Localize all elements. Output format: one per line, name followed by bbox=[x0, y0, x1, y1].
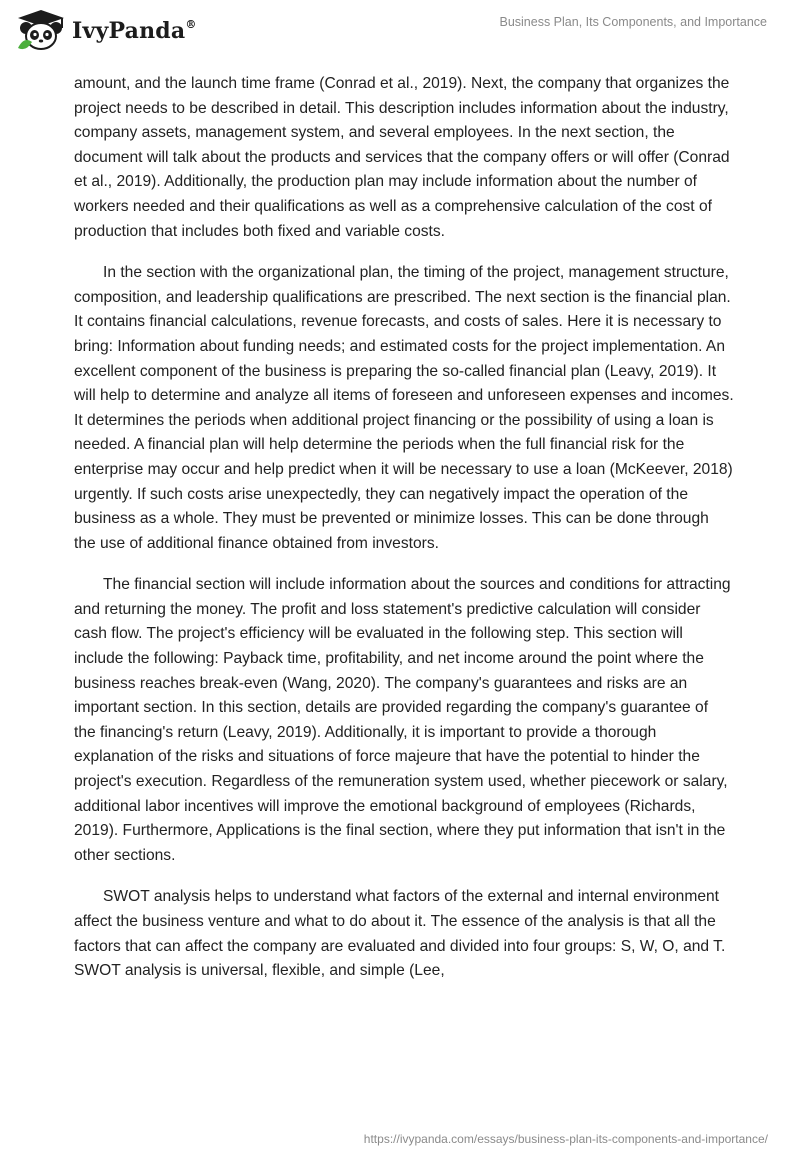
document-title: Business Plan, Its Components, and Importance bbox=[499, 15, 767, 29]
paragraph-organizational-plan: In the section with the organizational plan, the timing of the project, management structure, composition, and leadership qualifications are prescribed. The next section is the financial plan. It contains financial calculations, revenue forecasts, and costs of sales. Here it is necessary to bring: Information about funding needs; and estimated costs for the project implementation. An excellent component of the business is preparing the so-called financial plan (Leavy, 2019). It will help to determine and analyze all items of foreseen and unforeseen expenses and incomes. It determines the periods when additional project financing or the possibility of using a loan is needed. A financial plan will help determine the periods when the full financial risk for the enterprise may occur and help predict when it will be necessary to use a loan (McKeever, 2018) urgently. If such costs arise unexpectedly, they can negatively impact the operation of the business as a whole. They must be prevented or minimize losses. This can be done through the use of additional finance obtained from investors. bbox=[74, 264, 734, 552]
essay-body bbox=[74, 72, 734, 1001]
brand-name: IvyPanda® bbox=[72, 17, 197, 44]
source-url[interactable]: https://ivypanda.com/essays/business-plan-its-components-and-importance/ bbox=[363, 1132, 768, 1146]
panda-graduate-icon bbox=[14, 8, 68, 54]
ivypanda-logo[interactable] bbox=[14, 8, 197, 54]
paragraph-financial-section: The financial section will include information about the sources and conditions for attracting and returning the money. The profit and loss statement's predictive calculation will consider cash flow. The project's efficiency will be evaluated in the following step. This section will include the following: Payback time, profitability, and net income around the point where the business reaches break-even (Wang, 2020). The company's guarantees and risks are an important section. In this section, details are provided regarding the company's guarantee of the financing's return (Leavy, 2019). Additionally, it is important to provide a thorough explanation of the risks and situations of force majeure that have the potential to hinder the project's execution. Regardless of the remuneration system used, whether piecework or salary, additional labor incentives will improve the emotional background of employees (Richards, 2019). Furthermore, Applications is the final section, where they put information that isn't in the other sections. bbox=[74, 576, 731, 864]
paragraph-continued: amount, and the launch time frame (Conrad et al., 2019). Next, the company that organizes the project needs to be described in detail. This description includes information about the industry, company assets, management system, and several employees. In the next section, the document will talk about the products and services that the company offers or will offer (Conrad et al., 2019). Additionally, the production plan may include information about the number of workers needed and their qualifications as well as a comprehensive calculation of the cost of production that includes both fixed and variable costs. bbox=[74, 75, 730, 240]
page-header bbox=[0, 0, 800, 60]
paragraph-swot-analysis: SWOT analysis helps to understand what factors of the external and internal environment affect the business venture and what to do about it. The essence of the analysis is that all the factors that can affect the company are evaluated and divided into four groups: S, W, O, and T. SWOT analysis is universal, flexible, and simple (Lee, bbox=[74, 888, 726, 980]
